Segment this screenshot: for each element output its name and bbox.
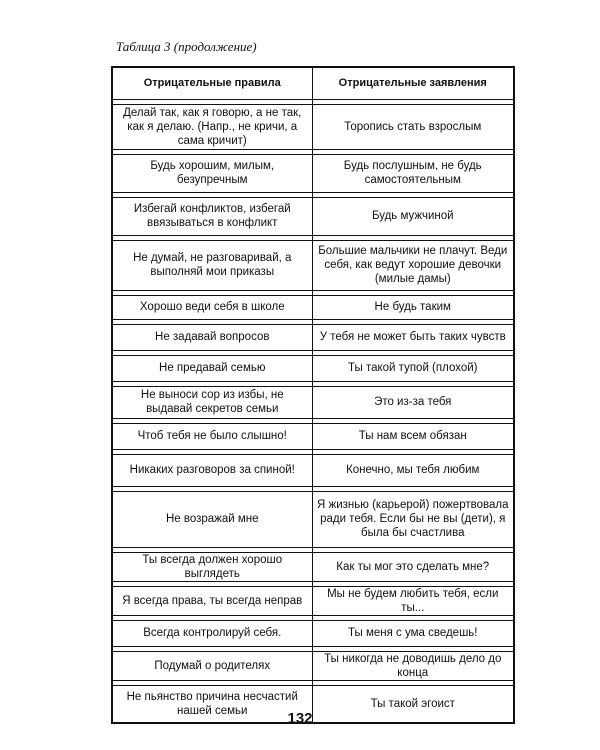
statement-cell: Ты такой тупой (плохой): [312, 355, 514, 381]
page-number: 132: [287, 710, 313, 727]
header-negative-statements: Отрицательные заявления: [312, 67, 514, 99]
rule-cell: Ты всегда должен хорошо выглядеть: [112, 552, 312, 581]
table-row: [112, 197, 514, 235]
table-row: [112, 454, 514, 486]
rule-cell: Не задавай вопросов: [112, 324, 312, 350]
statement-cell: Мы не будем любить тебя, если ты...: [312, 586, 514, 615]
table-row: [112, 154, 514, 192]
table-row: [112, 423, 514, 449]
header-negative-rules: Отрицательные правила: [112, 67, 312, 99]
table-row: [112, 324, 514, 350]
statement-cell: Ты такой эгоист: [312, 685, 514, 723]
rule-cell: Никаких разговоров за спиной!: [112, 454, 312, 486]
table-row: [112, 355, 514, 381]
rule-cell: Не предавай семью: [112, 355, 312, 381]
table-row: [112, 552, 514, 581]
statement-cell: Будь послушным, не будь самостоятельным: [312, 154, 514, 192]
table-row: [112, 240, 514, 290]
rule-cell: Не пьянство причина несчастий нашей семьи: [112, 685, 312, 723]
rule-cell: Будь хорошим, милым, безупречным: [112, 154, 312, 192]
table-header-row: [112, 67, 514, 99]
statement-cell: Это из-за тебя: [312, 386, 514, 418]
statement-cell: Будь мужчиной: [312, 197, 514, 235]
statement-cell: Торопись стать взрослым: [312, 104, 514, 149]
rule-cell: Я всегда права, ты всегда неправ: [112, 586, 312, 615]
rule-cell: Подумай о родителях: [112, 651, 312, 680]
rule-cell: Не думай, не разговаривай, а выполняй мои приказы: [112, 240, 312, 290]
rule-cell: Чтоб тебя не было слышно!: [112, 423, 312, 449]
table-row: [112, 491, 514, 547]
table-row: [112, 295, 514, 319]
rule-cell: Не возражай мне: [112, 491, 312, 547]
table-row: [112, 104, 514, 149]
statement-cell: У тебя не может быть таких чувств: [312, 324, 514, 350]
table-row: [112, 620, 514, 646]
rule-cell: Не выноси сор из избы, не выдавай секретов семьи: [112, 386, 312, 418]
negative-rules-table: [111, 66, 515, 724]
statement-cell: Ты нам всем обязан: [312, 423, 514, 449]
rule-cell: Делай так, как я говорю, а не так, как я делаю. (Напр., не кричи, а сама кричит): [112, 104, 312, 149]
statement-cell: Я жизнью (карьерой) пожертвовала ради тебя. Если бы не вы (дети), я была бы счастлива: [312, 491, 514, 547]
rule-cell: Хорошо веди себя в школе: [112, 295, 312, 319]
statement-cell: Ты меня с ума сведешь!: [312, 620, 514, 646]
statement-cell: Конечно, мы тебя любим: [312, 454, 514, 486]
statement-cell: Большие мальчики не плачут. Веди себя, как ведут хорошие девочки (милые дамы): [312, 240, 514, 290]
statement-cell: Как ты мог это сделать мне?: [312, 552, 514, 581]
rule-cell: Избегай конфликтов, избегай ввязываться в конфликт: [112, 197, 312, 235]
table-row: [112, 586, 514, 615]
rule-cell: Всегда контролируй себя.: [112, 620, 312, 646]
table-caption: Таблица 3 (продолжение): [116, 39, 257, 54]
table-row: [112, 386, 514, 418]
table-row: [112, 651, 514, 680]
statement-cell: Ты никогда не доводишь дело до конца: [312, 651, 514, 680]
statement-cell: Не будь таким: [312, 295, 514, 319]
